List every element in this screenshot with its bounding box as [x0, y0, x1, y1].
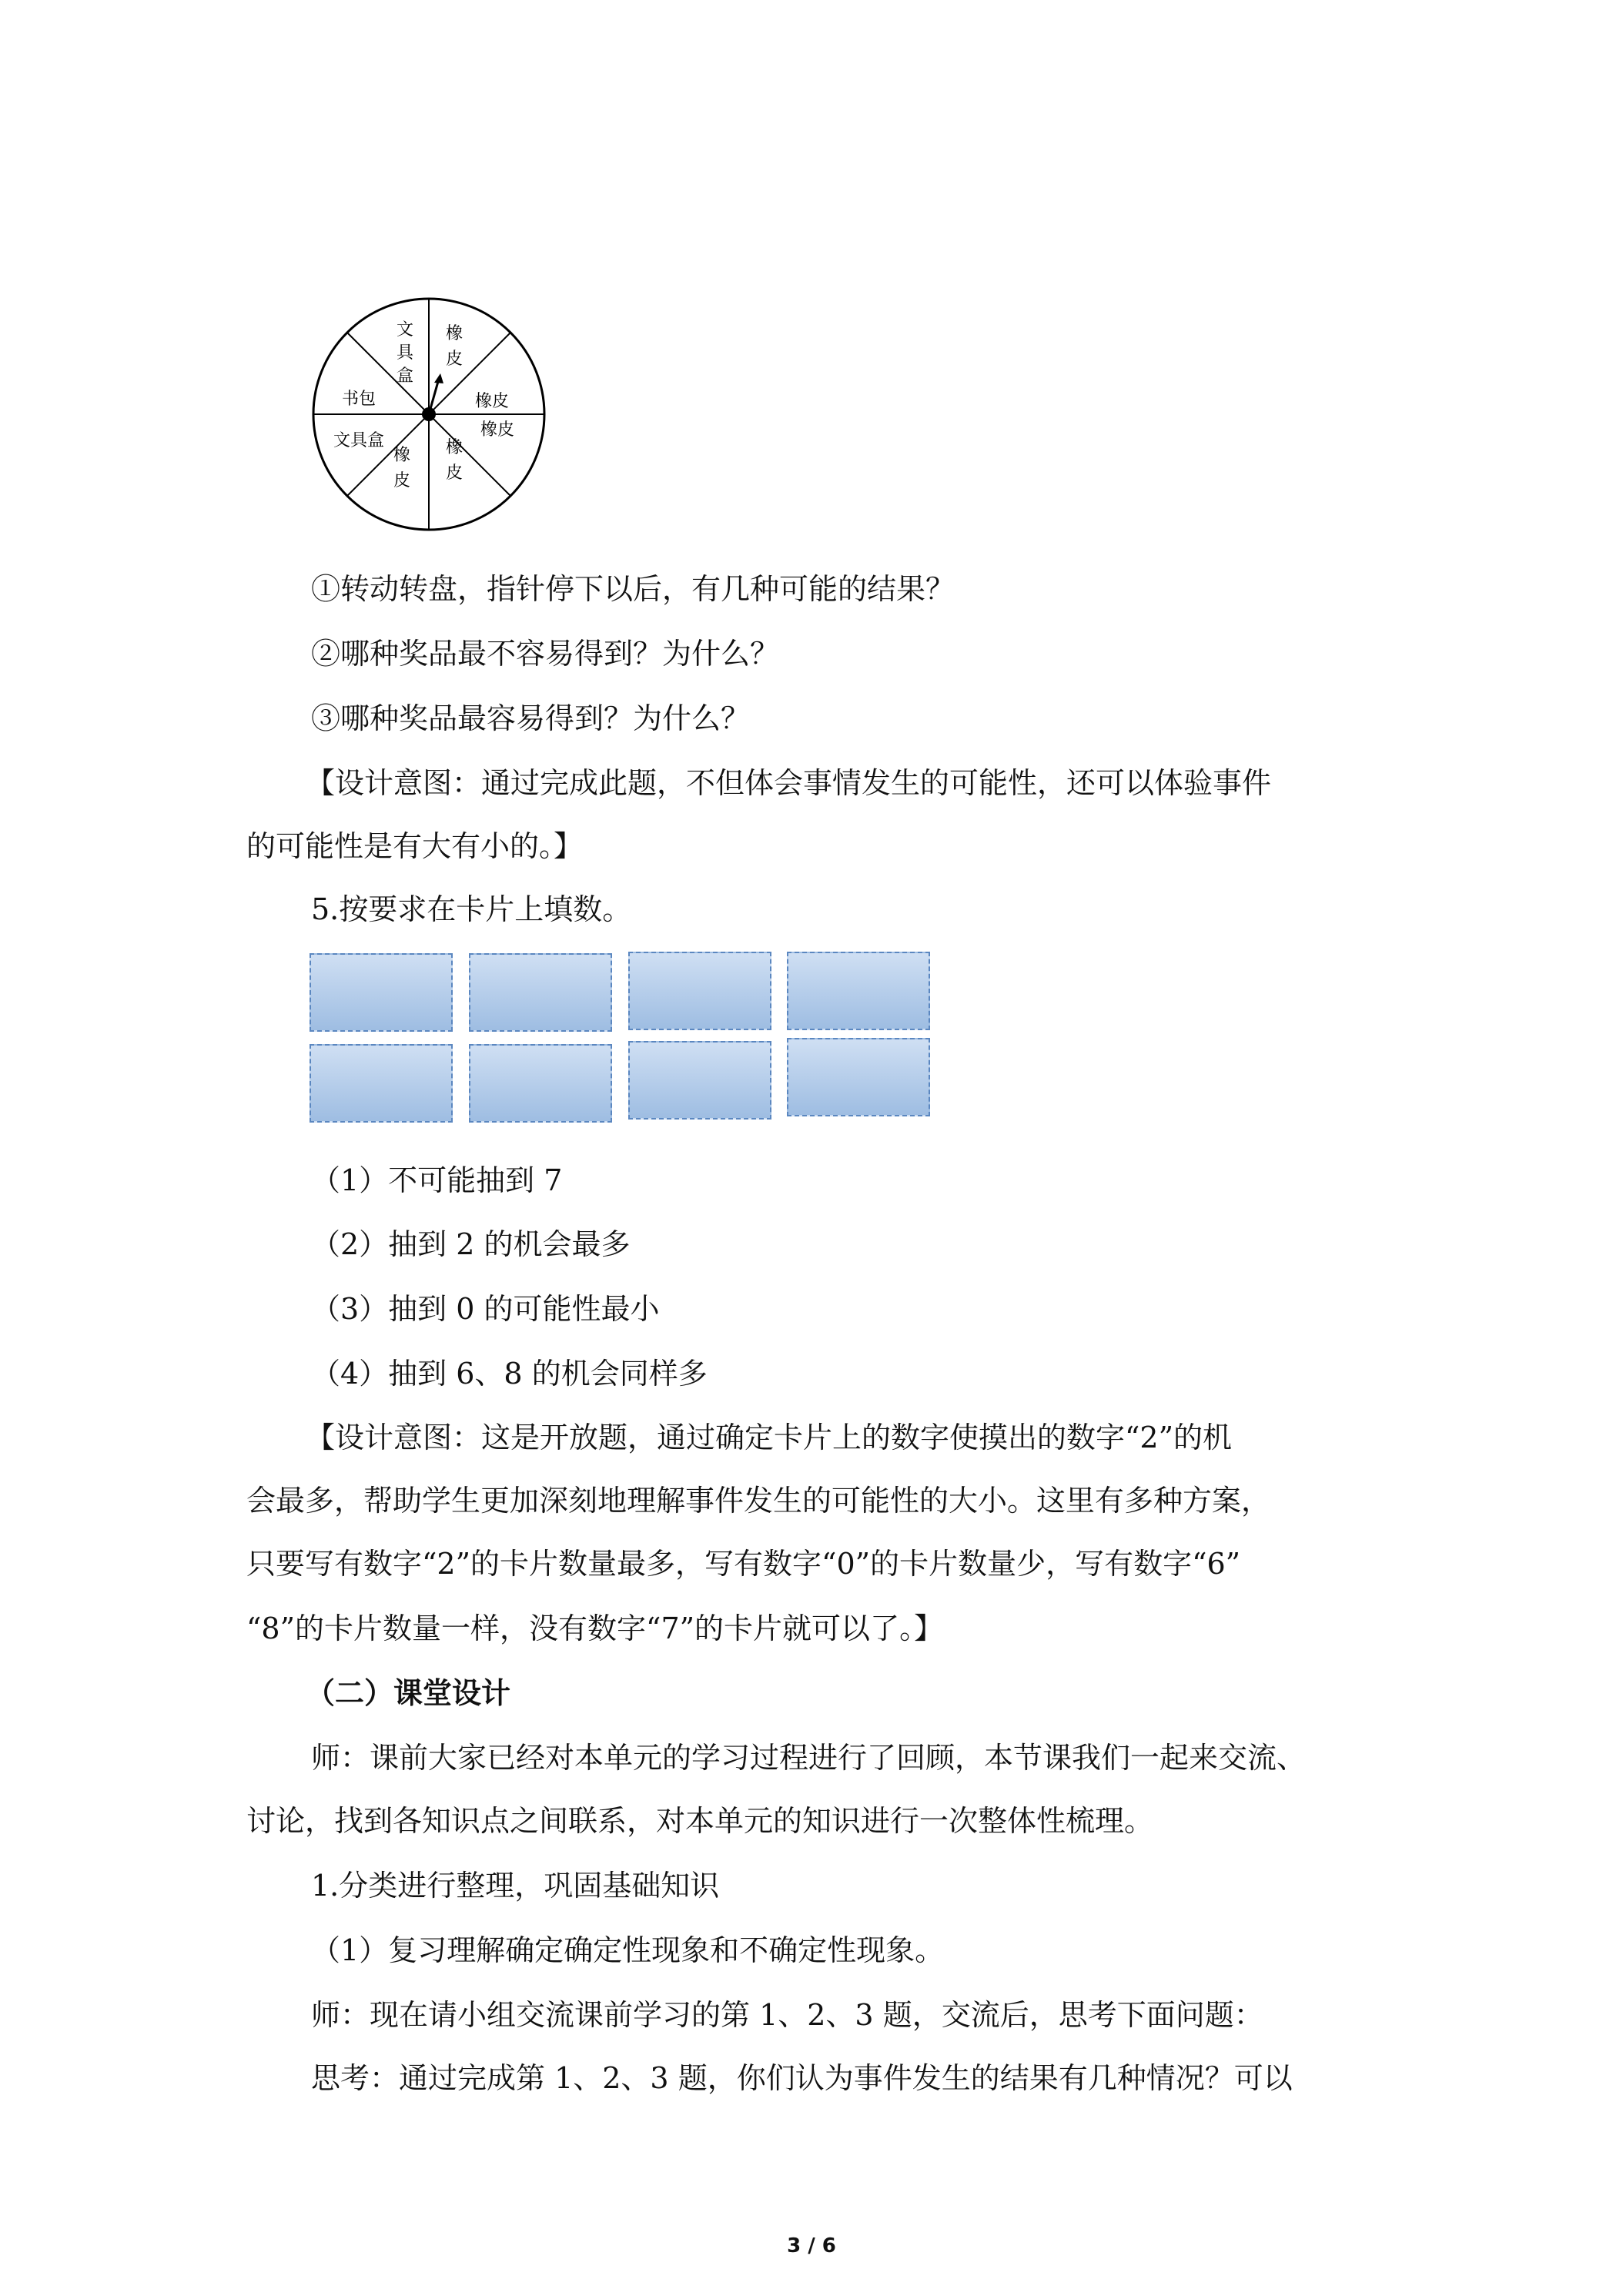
design-intent-2-line-3: 只要写有数字“2”的卡片数量最多，写有数字“0”的卡片数量少，写有数字“6” — [246, 1547, 1241, 1581]
blank-card[interactable] — [628, 1041, 771, 1120]
design-intent-2-line-1: 【设计意图：这是开放题，通过确定卡片上的数字使摸出的数字“2”的机 — [306, 1421, 1233, 1454]
condition-2: （2）抽到 2 的机会最多 — [311, 1227, 631, 1261]
design-intent-1-line-1: 【设计意图：通过完成此题，不但体会事情发生的可能性，还可以体验事件 — [306, 766, 1272, 800]
page-number: 3 / 6 — [787, 2234, 836, 2258]
think-prompt: 思考：通过完成第 1、2、3 题，你们认为事件发生的结果有几种情况？可以 — [311, 2061, 1293, 2095]
teacher-intro-line-1: 师：课前大家已经对本单元的学习过程进行了回顾，本节课我们一起来交流、 — [311, 1741, 1307, 1775]
wheel-label: 书包 — [341, 390, 376, 409]
blank-card[interactable] — [310, 1044, 453, 1123]
design-intent-2-line-4: “8”的卡片数量一样，没有数字“7”的卡片就可以了。】 — [246, 1612, 944, 1645]
wheel-label: 盒 — [396, 366, 414, 386]
number-card-grid — [310, 946, 941, 1130]
teacher-intro-line-2: 讨论，找到各知识点之间联系，对本单元的知识进行一次整体性梳理。 — [246, 1804, 1154, 1838]
step-1-heading: 1.分类进行整理，巩固基础知识 — [311, 1869, 720, 1903]
blank-card[interactable] — [469, 1044, 612, 1123]
condition-3: （3）抽到 0 的可能性最小 — [311, 1292, 660, 1326]
wheel-label: 具 — [396, 343, 414, 363]
sub-step-1: （1）复习理解确定确定性现象和不确定性现象。 — [311, 1933, 945, 1967]
condition-4: （4）抽到 6、8 的机会同样多 — [311, 1357, 708, 1391]
blank-card[interactable] — [310, 953, 453, 1032]
section-heading: （二）课堂设计 — [306, 1675, 511, 1710]
question-2: ②哪种奖品最不容易得到？为什么？ — [311, 637, 780, 671]
blank-card[interactable] — [787, 1038, 930, 1116]
wheel-label: 皮 — [445, 350, 463, 369]
blank-card[interactable] — [628, 952, 771, 1030]
wheel-label: 橡皮 — [474, 392, 510, 411]
wheel-label: 文具盒 — [333, 431, 385, 450]
wheel-label: 橡皮 — [480, 420, 515, 440]
condition-1: （1）不可能抽到 7 — [311, 1163, 563, 1197]
question-3: ③哪种奖品最容易得到？为什么？ — [311, 701, 751, 735]
prize-spinner-wheel — [311, 296, 547, 532]
teacher-instruction: 师：现在请小组交流课前学习的第 1、2、3 题，交流后，思考下面问题： — [311, 1998, 1263, 2032]
wheel-label: 橡 — [445, 438, 463, 457]
blank-card[interactable] — [787, 952, 930, 1030]
wheel-label: 皮 — [393, 471, 411, 490]
question-1: ①转动转盘，指针停下以后，有几种可能的结果？ — [311, 572, 955, 606]
spinner-hub — [422, 407, 436, 421]
wheel-label: 文 — [396, 320, 414, 340]
design-intent-2-line-2: 会最多，帮助学生更加深刻地理解事件发生的可能性的大小。这里有多种方案， — [246, 1484, 1271, 1518]
blank-card[interactable] — [469, 953, 612, 1032]
wheel-label: 皮 — [445, 464, 463, 483]
wheel-label: 橡 — [393, 446, 411, 465]
wheel-label: 橡 — [445, 324, 463, 343]
design-intent-1-line-2: 的可能性是有大有小的。】 — [246, 829, 584, 863]
question-5-title: 5.按要求在卡片上填数。 — [311, 892, 632, 926]
